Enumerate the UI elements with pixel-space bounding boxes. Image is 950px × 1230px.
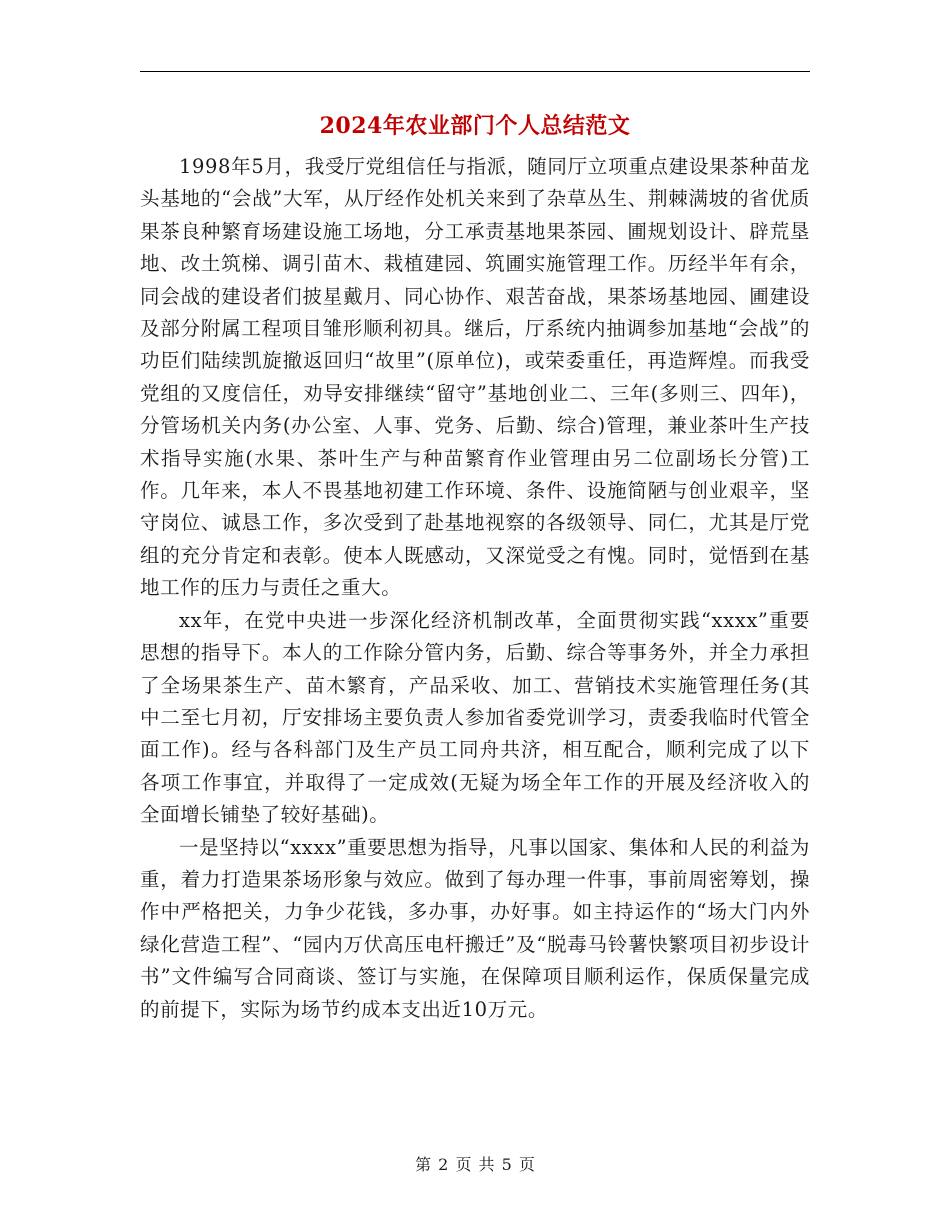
paragraph-3: 一是坚持以“xxxx”重要思想为指导，凡事以国家、集体和人民的利益为重，着力打造果茶场形象与效应。做到了每办理一件事，事前周密筹划，操作中严格把关，力争少花钱，多办事，办好事。如主持运作的“场大门内外绿化营造工程”、“园内万伏高压电杆搬迁”及“脱毒马铃薯快繁项目初步设计书”文件编写合同商谈、签订与实施，在保障项目顺利运作，保质保量完成的前提下，实际为场节约成本支出近10万元。: [140, 835, 810, 1021]
paragraph-2: xx年，在党中央进一步深化经济机制改革，全面贯彻实践“xxxx”重要思想的指导下。本人的工作除分管内务，后勤、综合等事务外，并全力承担了全场果茶生产、苗木繁育，产品采收、加工、营销技术实施管理任务(其中二至七月初，厅安排场主要负责人参加省委党训学习，责委我临时代管全面工作)。经与各科部门及生产员工同舟共济，相互配合，顺利完成了以下各项工作事宜，并取得了一定成效(无疑为场全年工作的开展及经济收入的全面增长铺垫了较好基础)。: [140, 608, 810, 827]
paragraph-1: 1998年5月，我受厅党组信任与指派，随同厅立项重点建设果茶种苗龙头基地的“会战”大军，从厅经作处机关来到了杂草丛生、荆棘满坡的省优质果茶良种繁育场建设施工场地，分工承责基地果茶园、圃规划设计、辟荒垦地、改土筑梯、调引苗木、栽植建园、筑圃实施管理工作。历经半年有余，同会战的建设者们披星戴月、同心协作、艰苦奋战，果茶场基地园、圃建设及部分附属工程项目雏形顺利初具。继后，厅系统内抽调参加基地“会战”的功臣们陆续凯旋撤返回归“故里”(原单位)，或荣委重任，再造辉煌。而我受党组的又度信任，劝导安排继续“留守”基地创业二、三年(多则三、四年)，分管场机关内务(办公室、人事、党务、后勤、综合)管理，兼业茶叶生产技术指导实施(水果、茶叶生产与种苗繁育作业管理由另二位副场长分管)工作。几年来，本人不畏基地初建工作环境、条件、设施简陋与创业艰辛，坚守岗位、诚恳工作，多次受到了赴基地视察的各级领导、同仁，尤其是厅党组的充分肯定和表彰。使本人既感动，又深觉受之有愧。同时，觉悟到在基地工作的压力与责任之重大。: [140, 155, 810, 600]
header-rule: [140, 71, 810, 72]
page-number: 第 2 页 共 5 页: [415, 1155, 535, 1174]
document-title: 2024年农业部门个人总结范文: [319, 113, 631, 139]
document-body: [140, 151, 810, 1026]
